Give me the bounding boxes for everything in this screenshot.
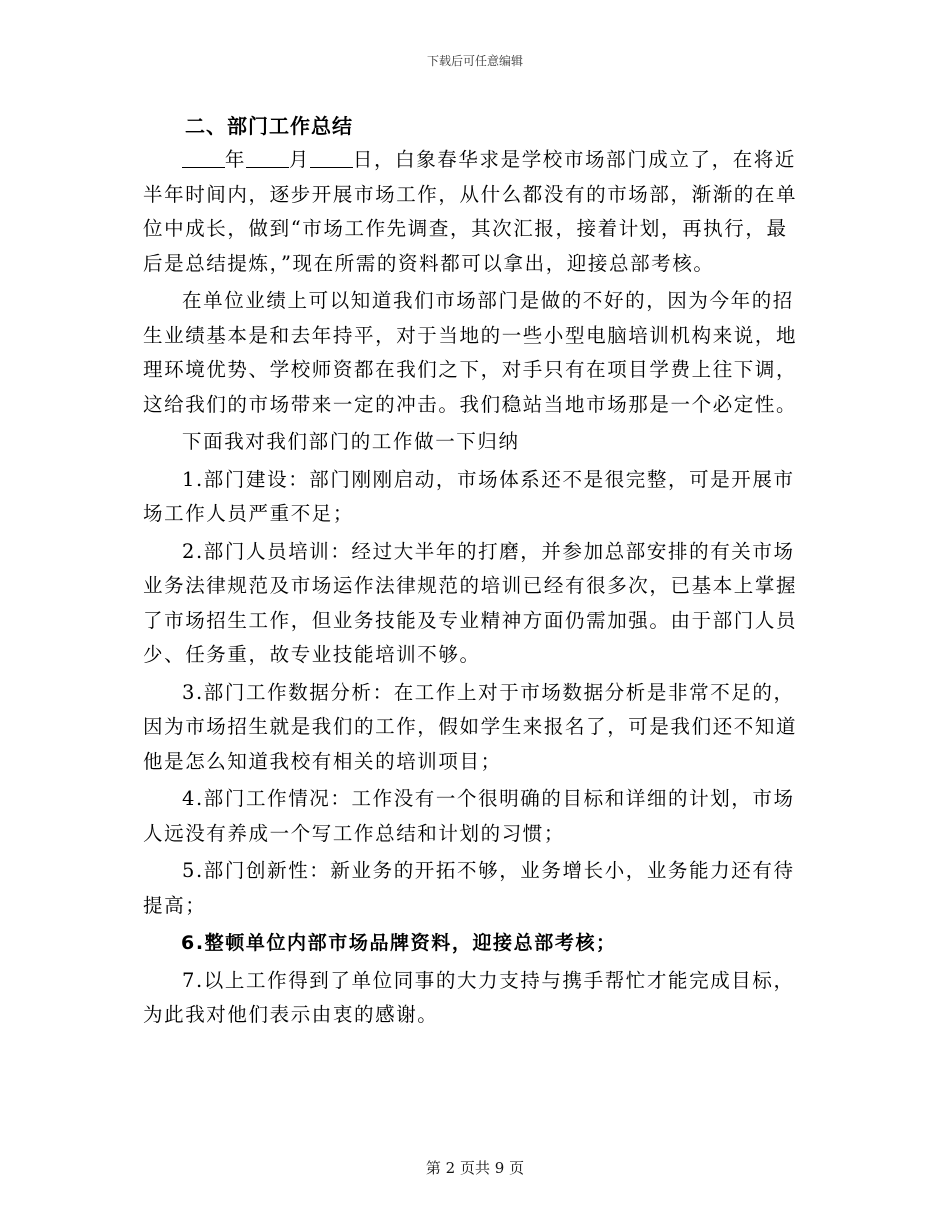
list-item-3: 3.部门工作数据分析：在工作上对于市场数据分析是非常不足的，因为市场招生就是我们的工作，假如学生来报名了，可是我们还不知道他是怎么知道我校有相关的培训项目； [143, 680, 798, 773]
date-year-unit: 年 [224, 148, 246, 171]
list-item-5: 5.部门创新性：新业务的开拓不够，业务增长小，业务能力还有待提高； [143, 859, 795, 917]
date-day-unit: 日 [352, 148, 374, 171]
date-blank-year [182, 148, 225, 169]
date-blank-day [310, 148, 353, 169]
date-month-unit: 月 [288, 148, 310, 171]
document-body [143, 110, 807, 1033]
page-footer: 第 2 页共 9 页 [425, 1159, 525, 1177]
paragraph-performance: 在单位业绩上可以知道我们市场部门是做的不好的，因为今年的招生业绩基本是和去年持平，对于当地的一些小型电脑培训机构来说，地理环境优势、学校师资都在我们之下，对手只有在项目学费上往下调，这给我们的市场带来一定的冲击。我们稳站当地市场那是一个必定性。 [143, 289, 798, 416]
page-header-note: 下载后可任意编辑 [426, 54, 523, 68]
list-item-7: 7.以上工作得到了单位同事的大力支持与携手帮忙才能完成目标，为此我对他们表示由衷的感谢。 [143, 968, 795, 1026]
list-item-2: 2.部门人员培训：经过大半年的打磨，并参加总部安排的有关市场业务法律规范及市场运作法律规范的培训已经有很多次，已基本上掌握了市场招生工作，但业务技能及专业精神方面仍需加强。由于部门人员少、任务重，故专业技能培训不够。 [143, 539, 798, 666]
section-title: 二、部门工作总结 [185, 114, 353, 138]
list-item-4: 4.部门工作情况：工作没有一个很明确的目标和详细的计划，市场人远没有养成一个写工作总结和计划的习惯； [143, 787, 795, 845]
paragraph-summary-lead: 下面我对我们部门的工作做一下归纳 [182, 430, 520, 453]
intro-paragraph [143, 143, 807, 281]
list-item-6: 6.整顿单位内部市场品牌资料，迎接总部考核； [181, 932, 617, 954]
intro-text: ，白象春华求是学校市场部门成立了，在将近半年时间内，逐步开展市场工作，从什么都没有的市场部，渐渐的在单位中成长，做到“市场工作先调查，其次汇报，接着计划，再执行，最后是总结提炼，”现在所需的资料都可以拿出，迎接总部考核。 [143, 148, 798, 275]
date-blank-month [246, 148, 289, 169]
list-item-1: 1.部门建设：部门刚刚启动，市场体系还不是很完整，可是开展市场工作人员严重不足； [143, 467, 795, 525]
